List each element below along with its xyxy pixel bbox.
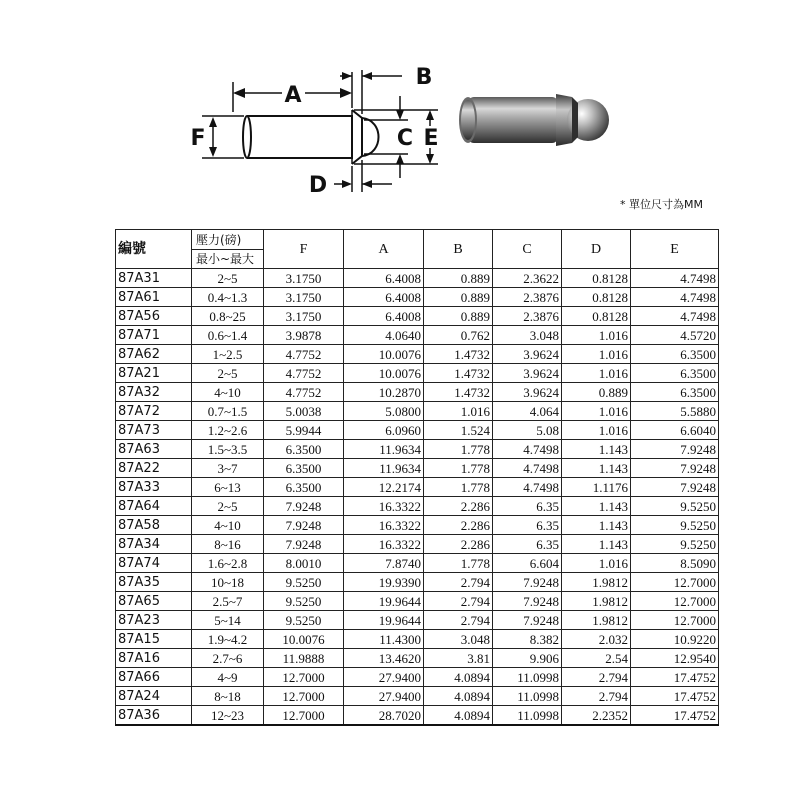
cell-f: 5.9944: [264, 421, 344, 440]
cell-e: 7.9248: [631, 478, 719, 497]
cell-code: 87A65: [116, 592, 192, 611]
cell-pressure: 5~14: [192, 611, 264, 630]
table-row: [116, 706, 719, 726]
cell-a: 16.3322: [344, 535, 424, 554]
table-body: [116, 269, 719, 726]
cell-f: 3.9878: [264, 326, 344, 345]
label-e: E: [423, 126, 439, 151]
table-row: [116, 535, 719, 554]
cell-c: 4.7498: [493, 459, 562, 478]
cell-b: 1.778: [424, 459, 493, 478]
cell-e: 5.5880: [631, 402, 719, 421]
cell-c: 11.0998: [493, 668, 562, 687]
header-pressure: [192, 230, 264, 269]
cell-code: 87A56: [116, 307, 192, 326]
cell-a: 6.4008: [344, 307, 424, 326]
cell-c: 2.3876: [493, 288, 562, 307]
cell-code: 87A32: [116, 383, 192, 402]
cell-d: 1.143: [562, 535, 631, 554]
table-row: [116, 611, 719, 630]
table-row: [116, 459, 719, 478]
cell-d: 1.143: [562, 497, 631, 516]
table-row: [116, 440, 719, 459]
cell-code: 87A73: [116, 421, 192, 440]
cell-c: 4.7498: [493, 478, 562, 497]
cell-d: 0.8128: [562, 307, 631, 326]
cell-a: 11.9634: [344, 459, 424, 478]
cell-pressure: 10~18: [192, 573, 264, 592]
cell-code: 87A61: [116, 288, 192, 307]
cell-a: 4.0640: [344, 326, 424, 345]
cell-f: 5.0038: [264, 402, 344, 421]
cell-pressure: 2.7~6: [192, 649, 264, 668]
header-b: B: [424, 230, 493, 269]
cell-code: 87A66: [116, 668, 192, 687]
cell-e: 6.3500: [631, 364, 719, 383]
label-c: C: [396, 126, 414, 151]
cell-e: 6.3500: [631, 345, 719, 364]
cell-d: 1.016: [562, 402, 631, 421]
table-row: [116, 649, 719, 668]
cell-pressure: 0.8~25: [192, 307, 264, 326]
cell-code: 87A35: [116, 573, 192, 592]
cell-e: 12.7000: [631, 611, 719, 630]
ball-plunger-dimension-diagram: [0, 0, 800, 215]
cell-e: 6.6040: [631, 421, 719, 440]
cell-b: 2.286: [424, 497, 493, 516]
header-code: 編號: [116, 230, 192, 269]
cell-pressure: 1.9~4.2: [192, 630, 264, 649]
table-row: [116, 364, 719, 383]
cell-d: 2.794: [562, 687, 631, 706]
table-row: [116, 592, 719, 611]
cell-pressure: 0.6~1.4: [192, 326, 264, 345]
cell-f: 6.3500: [264, 459, 344, 478]
cell-code: 87A63: [116, 440, 192, 459]
cell-f: 7.9248: [264, 516, 344, 535]
cell-e: 4.7498: [631, 269, 719, 288]
cell-e: 4.5720: [631, 326, 719, 345]
cell-b: 1.778: [424, 440, 493, 459]
cell-d: 1.9812: [562, 611, 631, 630]
cell-b: 1.016: [424, 402, 493, 421]
cell-pressure: 1.2~2.6: [192, 421, 264, 440]
table-row: [116, 288, 719, 307]
cell-code: 87A23: [116, 611, 192, 630]
cell-a: 12.2174: [344, 478, 424, 497]
unit-note: * 單位尺寸為MM: [620, 198, 703, 211]
table-row: [116, 383, 719, 402]
cell-d: 0.889: [562, 383, 631, 402]
cell-f: 6.3500: [264, 440, 344, 459]
cell-e: 17.4752: [631, 668, 719, 687]
cell-d: 1.016: [562, 421, 631, 440]
cell-pressure: 0.7~1.5: [192, 402, 264, 421]
cell-d: 1.016: [562, 345, 631, 364]
cell-f: 4.7752: [264, 383, 344, 402]
cell-a: 13.4620: [344, 649, 424, 668]
cell-e: 4.7498: [631, 288, 719, 307]
cell-pressure: 3~7: [192, 459, 264, 478]
cell-a: 27.9400: [344, 668, 424, 687]
cell-f: 10.0076: [264, 630, 344, 649]
cell-code: 87A24: [116, 687, 192, 706]
cell-d: 0.8128: [562, 269, 631, 288]
cell-d: 0.8128: [562, 288, 631, 307]
cell-e: 8.5090: [631, 554, 719, 573]
cell-pressure: 12~23: [192, 706, 264, 726]
cell-c: 6.35: [493, 497, 562, 516]
cell-c: 3.9624: [493, 345, 562, 364]
cell-c: 9.906: [493, 649, 562, 668]
cell-f: 7.9248: [264, 535, 344, 554]
spec-table: [115, 229, 719, 726]
cell-b: 1.778: [424, 478, 493, 497]
cell-d: 1.016: [562, 364, 631, 383]
table-row: [116, 687, 719, 706]
cell-pressure: 4~9: [192, 668, 264, 687]
cell-c: 6.604: [493, 554, 562, 573]
header-pressure-bottom: 最小~最大: [196, 251, 255, 266]
table-row: [116, 345, 719, 364]
cell-f: 7.9248: [264, 497, 344, 516]
cell-f: 8.0010: [264, 554, 344, 573]
cell-code: 87A16: [116, 649, 192, 668]
cell-c: 5.08: [493, 421, 562, 440]
cell-code: 87A36: [116, 706, 192, 726]
cell-a: 6.0960: [344, 421, 424, 440]
cell-d: 2.032: [562, 630, 631, 649]
cell-a: 10.0076: [344, 345, 424, 364]
cell-b: 2.286: [424, 535, 493, 554]
cell-a: 19.9390: [344, 573, 424, 592]
header-c: C: [493, 230, 562, 269]
table-row: [116, 326, 719, 345]
label-d: D: [308, 173, 328, 198]
cell-c: 7.9248: [493, 611, 562, 630]
cell-a: 27.9400: [344, 687, 424, 706]
cell-b: 1.524: [424, 421, 493, 440]
cell-pressure: 2~5: [192, 497, 264, 516]
cell-a: 19.9644: [344, 611, 424, 630]
pin-outline-drawing: [243, 110, 379, 164]
cell-d: 1.9812: [562, 573, 631, 592]
cell-a: 11.4300: [344, 630, 424, 649]
cell-b: 0.762: [424, 326, 493, 345]
cell-a: 10.2870: [344, 383, 424, 402]
cell-c: 11.0998: [493, 706, 562, 726]
cell-code: 87A31: [116, 269, 192, 288]
cell-d: 1.143: [562, 459, 631, 478]
header-a: A: [344, 230, 424, 269]
cell-b: 1.778: [424, 554, 493, 573]
cell-f: 6.3500: [264, 478, 344, 497]
cell-a: 10.0076: [344, 364, 424, 383]
cell-d: 2.54: [562, 649, 631, 668]
cell-pressure: 1.6~2.8: [192, 554, 264, 573]
table-row: [116, 497, 719, 516]
cell-e: 6.3500: [631, 383, 719, 402]
cell-pressure: 8~16: [192, 535, 264, 554]
table-row: [116, 421, 719, 440]
cell-code: 87A71: [116, 326, 192, 345]
cell-c: 3.9624: [493, 364, 562, 383]
cell-c: 6.35: [493, 516, 562, 535]
cell-b: 2.286: [424, 516, 493, 535]
cell-a: 16.3322: [344, 516, 424, 535]
cell-f: 4.7752: [264, 345, 344, 364]
cell-code: 87A34: [116, 535, 192, 554]
cell-pressure: 2~5: [192, 364, 264, 383]
table-header-row: [116, 230, 719, 269]
cell-b: 4.0894: [424, 668, 493, 687]
cell-b: 3.048: [424, 630, 493, 649]
cell-pressure: 8~18: [192, 687, 264, 706]
table-row: [116, 668, 719, 687]
cell-f: 12.7000: [264, 668, 344, 687]
cell-pressure: 2~5: [192, 269, 264, 288]
ball-plunger-render: [459, 94, 609, 146]
cell-a: 16.3322: [344, 497, 424, 516]
cell-c: 2.3876: [493, 307, 562, 326]
cell-c: 4.064: [493, 402, 562, 421]
cell-e: 9.5250: [631, 516, 719, 535]
label-f: F: [190, 126, 206, 151]
dimension-d: [334, 160, 392, 192]
cell-b: 2.794: [424, 611, 493, 630]
cell-code: 87A15: [116, 630, 192, 649]
cell-d: 1.016: [562, 326, 631, 345]
cell-a: 5.0800: [344, 402, 424, 421]
cell-d: 2.794: [562, 668, 631, 687]
cell-code: 87A21: [116, 364, 192, 383]
cell-a: 11.9634: [344, 440, 424, 459]
table-row: [116, 573, 719, 592]
cell-c: 6.35: [493, 535, 562, 554]
table-row: [116, 630, 719, 649]
cell-e: 17.4752: [631, 706, 719, 726]
label-b: B: [415, 65, 433, 90]
cell-c: 2.3622: [493, 269, 562, 288]
table-row: [116, 516, 719, 535]
cell-e: 12.7000: [631, 592, 719, 611]
cell-f: 3.1750: [264, 307, 344, 326]
cell-b: 0.889: [424, 307, 493, 326]
cell-c: 4.7498: [493, 440, 562, 459]
cell-b: 0.889: [424, 288, 493, 307]
cell-d: 1.016: [562, 554, 631, 573]
header-e: E: [631, 230, 719, 269]
cell-pressure: 1.5~3.5: [192, 440, 264, 459]
cell-e: 17.4752: [631, 687, 719, 706]
cell-a: 6.4008: [344, 269, 424, 288]
cell-e: 9.5250: [631, 535, 719, 554]
cell-a: 7.8740: [344, 554, 424, 573]
header-f: F: [264, 230, 344, 269]
cell-pressure: 6~13: [192, 478, 264, 497]
cell-code: 87A58: [116, 516, 192, 535]
cell-c: 3.048: [493, 326, 562, 345]
dimension-f: [202, 116, 244, 158]
cell-b: 4.0894: [424, 706, 493, 726]
table-row: [116, 307, 719, 326]
cell-e: 4.7498: [631, 307, 719, 326]
cell-b: 3.81: [424, 649, 493, 668]
cell-f: 9.5250: [264, 611, 344, 630]
cell-e: 7.9248: [631, 459, 719, 478]
cell-d: 1.1176: [562, 478, 631, 497]
cell-code: 87A64: [116, 497, 192, 516]
cell-b: 2.794: [424, 592, 493, 611]
cell-f: 12.7000: [264, 687, 344, 706]
cell-b: 0.889: [424, 269, 493, 288]
cell-c: 7.9248: [493, 592, 562, 611]
cell-e: 9.5250: [631, 497, 719, 516]
cell-c: 3.9624: [493, 383, 562, 402]
header-d: D: [562, 230, 631, 269]
cell-e: 12.9540: [631, 649, 719, 668]
cell-c: 7.9248: [493, 573, 562, 592]
cell-b: 1.4732: [424, 364, 493, 383]
cell-a: 6.4008: [344, 288, 424, 307]
cell-pressure: 4~10: [192, 516, 264, 535]
cell-b: 4.0894: [424, 687, 493, 706]
cell-d: 1.143: [562, 440, 631, 459]
table-row: [116, 269, 719, 288]
cell-f: 3.1750: [264, 288, 344, 307]
label-a: A: [284, 83, 302, 108]
cell-e: 12.7000: [631, 573, 719, 592]
cell-f: 12.7000: [264, 706, 344, 726]
cell-c: 8.382: [493, 630, 562, 649]
cell-pressure: 0.4~1.3: [192, 288, 264, 307]
cell-pressure: 1~2.5: [192, 345, 264, 364]
cell-pressure: 2.5~7: [192, 592, 264, 611]
cell-code: 87A74: [116, 554, 192, 573]
cell-code: 87A22: [116, 459, 192, 478]
cell-f: 3.1750: [264, 269, 344, 288]
cell-b: 1.4732: [424, 345, 493, 364]
cell-d: 1.9812: [562, 592, 631, 611]
cell-f: 11.9888: [264, 649, 344, 668]
cell-f: 9.5250: [264, 592, 344, 611]
cell-e: 7.9248: [631, 440, 719, 459]
cell-f: 9.5250: [264, 573, 344, 592]
cell-f: 4.7752: [264, 364, 344, 383]
cell-code: 87A33: [116, 478, 192, 497]
cell-d: 1.143: [562, 516, 631, 535]
cell-c: 11.0998: [493, 687, 562, 706]
cell-pressure: 4~10: [192, 383, 264, 402]
header-pressure-top: 壓力(磅): [192, 231, 263, 250]
table-row: [116, 554, 719, 573]
cell-e: 10.9220: [631, 630, 719, 649]
cell-a: 28.7020: [344, 706, 424, 726]
cell-a: 19.9644: [344, 592, 424, 611]
cell-code: 87A72: [116, 402, 192, 421]
cell-d: 2.2352: [562, 706, 631, 726]
cell-b: 1.4732: [424, 383, 493, 402]
cell-code: 87A62: [116, 345, 192, 364]
table-row: [116, 478, 719, 497]
table-row: [116, 402, 719, 421]
cell-b: 2.794: [424, 573, 493, 592]
